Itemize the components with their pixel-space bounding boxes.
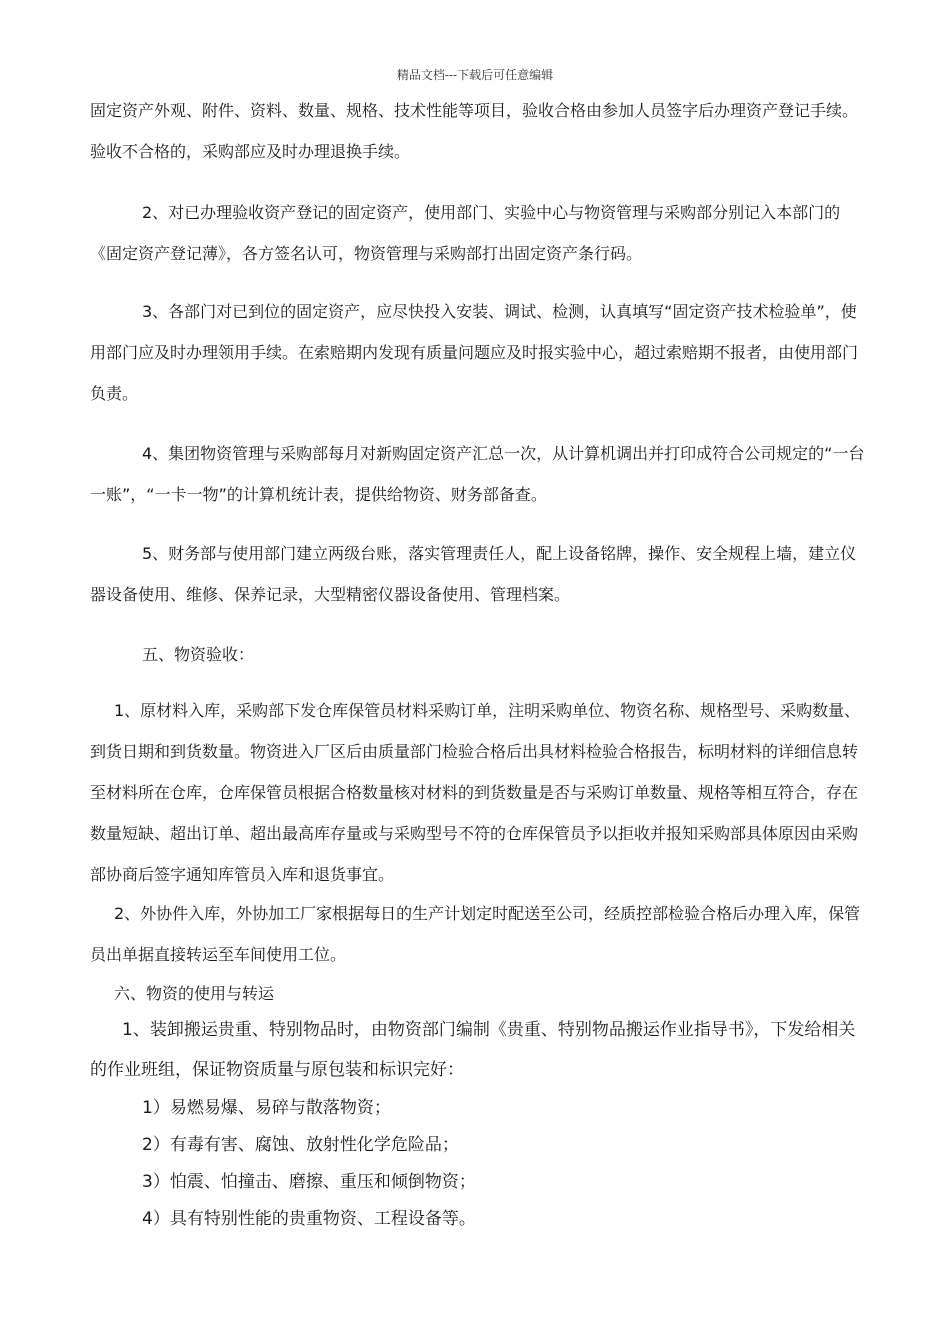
paragraph-item-5: 5、财务部与使用部门建立两级台账，落实管理责任人，配上设备铭牌，操作、安全规程上墙，建立仪器设备使用、维修、保养记录，大型精密仪器设备使用、管理档案。	[90, 544, 857, 604]
paragraph-outsourced-parts: 2、外协件入库，外协加工厂家根据每日的生产计划定时配送至公司，经质控部检验合格后办理入库，保管员出单据直接转运至车间使用工位。	[90, 904, 861, 964]
paragraph-asset-inspection: 固定资产外观、附件、资料、数量、规格、技术性能等项目，验收合格由参加人员签字后办理资产登记手续。验收不合格的，采购部应及时办理退换手续。	[90, 101, 859, 161]
list-item-2: 2）有毒有害、腐蚀、放射性化学危险品；	[142, 1135, 459, 1155]
paragraph-raw-material: 1、原材料入库，采购部下发仓库保管员材料采购订单，注明采购单位、物资名称、规格型号、采购数量、到货日期和到货数量。物资进入厂区后由质量部门检验合格后出具材料检验合格报告，标明材料的详细信息转至材料所在仓库，仓库保管员根据合格数量核对材料的到货数量是否与采购订单数量、规格等相互符合，存在数量短缺、超出订单、超出最高库存量或与采购型号不符的仓库保管员予以拒收并报知采购部具体原因由采购部协商后签字通知库管员入库和退货事宜。	[90, 701, 861, 884]
list-item-3: 3）怕震、怕撞击、磨擦、重压和倾倒物资；	[142, 1172, 476, 1192]
list-item-4: 4）具有特别性能的贵重物资、工程设备等。	[142, 1209, 476, 1229]
list-item-1: 1）易燃易爆、易碎与散落物资；	[142, 1098, 391, 1118]
page-header: 精品文档---下载后可任意编辑	[396, 68, 554, 82]
paragraph-item-4: 4、集团物资管理与采购部每月对新购固定资产汇总一次，从计算机调出并打印成符合公司规定的“一台一账”，“一卡一物”的计算机统计表，提供给物资、财务部备查。	[90, 444, 865, 504]
section-heading-5: 五、物资验收：	[142, 645, 255, 664]
section-heading-6: 六、物资的使用与转运	[114, 984, 275, 1003]
paragraph-item-2: 2、对已办理验收资产登记的固定资产，使用部门、实验中心与物资管理与采购部分别记入本部门的《固定资产登记薄》，各方签名认可，物资管理与采购部打出固定资产条行码。	[90, 203, 841, 263]
paragraph-item-3: 3、各部门对已到位的固定资产，应尽快投入安装、调试、检测，认真填写“固定资产技术检验单”，使用部门应及时办理领用手续。在索赔期内发现有质量问题应及时报实验中心，超过索赔期不报者，由使用部门负责。	[90, 302, 859, 403]
paragraph-handling: 1、装卸搬运贵重、特别物品时，由物资部门编制《贵重、特别物品搬运作业指导书》，下发给相关的作业班组，保证物资质量与原包装和标识完好：	[90, 1020, 856, 1080]
